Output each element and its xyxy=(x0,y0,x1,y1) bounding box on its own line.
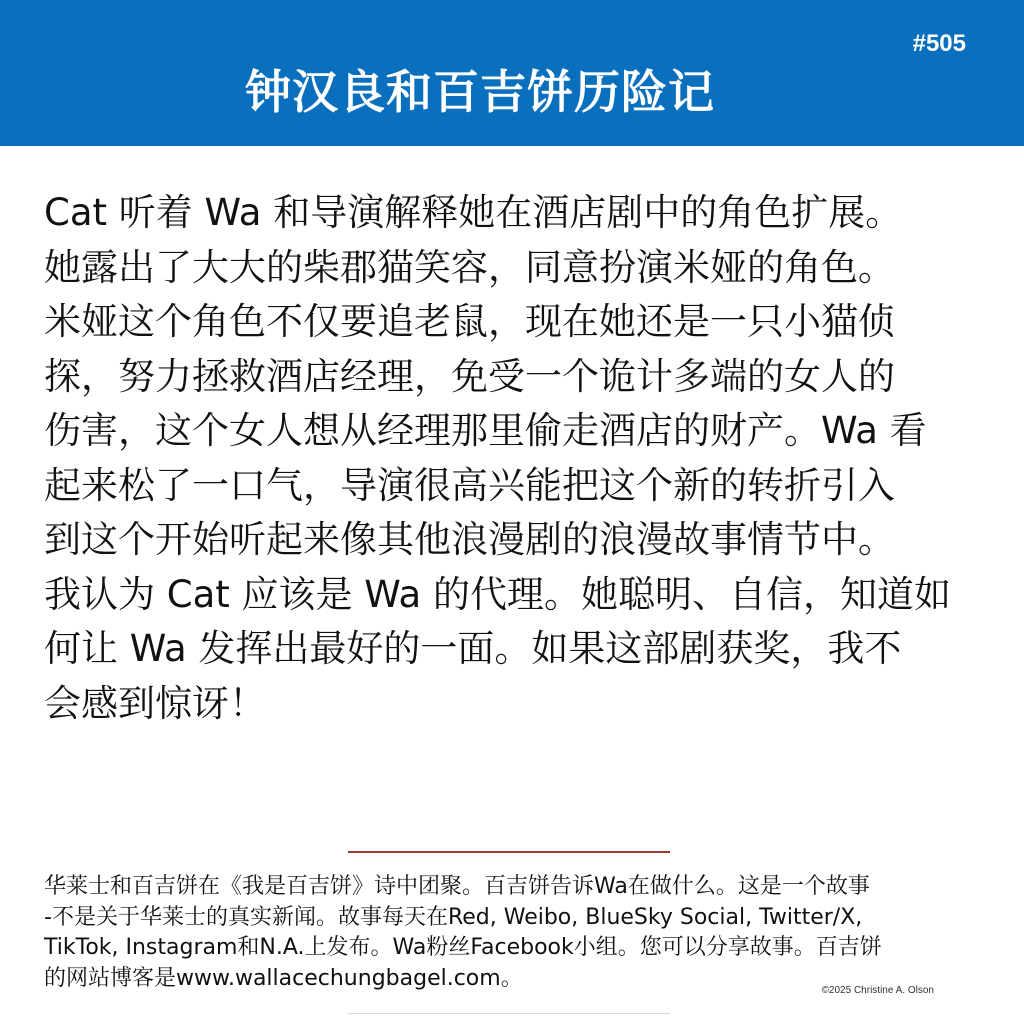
story-line: 探，努力拯救酒店经理，免受一个诡计多端的女人的 xyxy=(44,354,895,398)
story-line: 到这个开始听起来像其他浪漫剧的浪漫故事情节中。 xyxy=(44,518,895,561)
story-line: Cat 听着 Wa 和导演解释她在酒店剧中的角色扩展。 xyxy=(44,191,903,234)
footer-line: -不是关于华莱士的真实新闻。故事每天在Red, Weibo, BlueSky Social, Twitter/X, xyxy=(44,904,863,930)
story-line: 伤害，这个女人想从经理那里偷走酒店的财产。Wa 看 xyxy=(44,409,927,452)
footer-line: TikTok, Instagram和N.A.上发布。Wa粉丝Facebook小组。您可以分享故事。百吉饼 xyxy=(44,935,882,960)
footer-line: 华莱士和百吉饼在《我是百吉饼》诗中团聚。百吉饼告诉Wa在做什么。这是一个故事 xyxy=(44,874,870,899)
story-line: 我认为 Cat 应该是 Wa 的代理。她聪明、自信，知道如 xyxy=(44,572,951,616)
footer-divider xyxy=(348,851,670,853)
episode-number: #505 xyxy=(912,30,966,57)
story-line: 米娅这个角色不仅要追老鼠，现在她还是一只小猫侦 xyxy=(44,300,895,343)
bottom-divider xyxy=(348,1013,670,1014)
story-line: 起来松了一口气，导演很高兴能把这个新的转折引入 xyxy=(44,463,895,507)
copyright-notice: ©2025 Christine A. Olson xyxy=(821,985,934,996)
footer-note xyxy=(44,872,984,994)
story-line: 她露出了大大的柴郡猫笑容，同意扮演米娅的角色。 xyxy=(44,245,895,289)
story-text xyxy=(44,186,984,731)
story-line: 何让 Wa 发挥出最好的一面。如果这部剧获奖，我不 xyxy=(44,627,902,670)
page-title: 钟汉良和百吉饼历险记 xyxy=(245,65,715,119)
header-banner xyxy=(0,0,1024,146)
footer-line: 的网站博客是www.wallacechungbagel.com。 xyxy=(44,965,523,991)
story-line: 会感到惊讶！ xyxy=(44,681,266,725)
